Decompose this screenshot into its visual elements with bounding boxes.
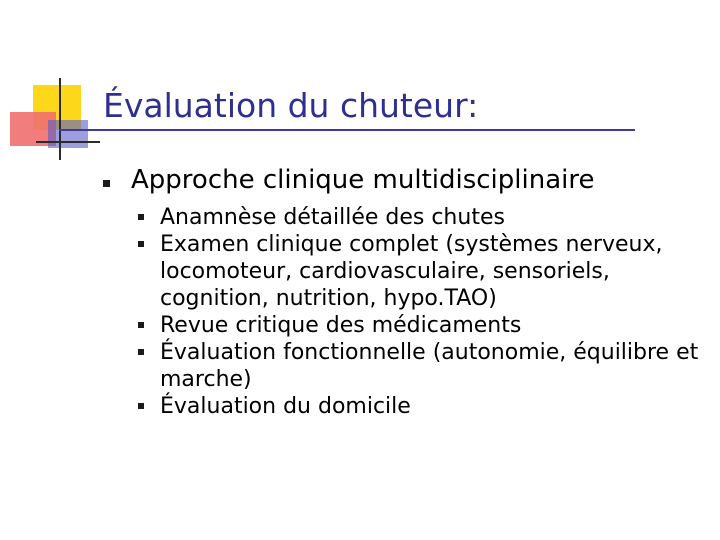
bullet <box>138 214 144 220</box>
decor-horizontal-line <box>36 141 100 143</box>
bullet <box>138 403 144 409</box>
item-text: Examen clinique complet (systèmes nerveux, locomoteur, cardiovasculaire, sensoriels, cognition, nutrition, hypo.TAO) <box>160 232 663 311</box>
list-item <box>160 393 705 420</box>
bullet <box>138 322 144 328</box>
decor-blue-square <box>48 120 88 148</box>
bullet <box>138 241 144 247</box>
item-text: Évaluation fonctionnelle (autonomie, équilibre et marche) <box>160 340 699 392</box>
item-text: Évaluation du domicile <box>160 394 411 419</box>
decor-vertical-line <box>59 78 61 160</box>
list-item <box>160 204 705 231</box>
title-underline <box>59 129 635 131</box>
bullet <box>138 349 144 355</box>
item-text: Revue critique des médicaments <box>160 313 522 338</box>
slide-title: Évaluation du chuteur: <box>103 86 479 125</box>
sub-list <box>160 204 705 420</box>
bullet-level1 <box>103 180 110 187</box>
level1-text: Approche clinique multidisciplinaire <box>131 165 595 195</box>
list-item <box>160 312 705 339</box>
list-item <box>160 231 705 312</box>
list-item <box>160 339 705 393</box>
item-text: Anamnèse détaillée des chutes <box>160 205 505 230</box>
